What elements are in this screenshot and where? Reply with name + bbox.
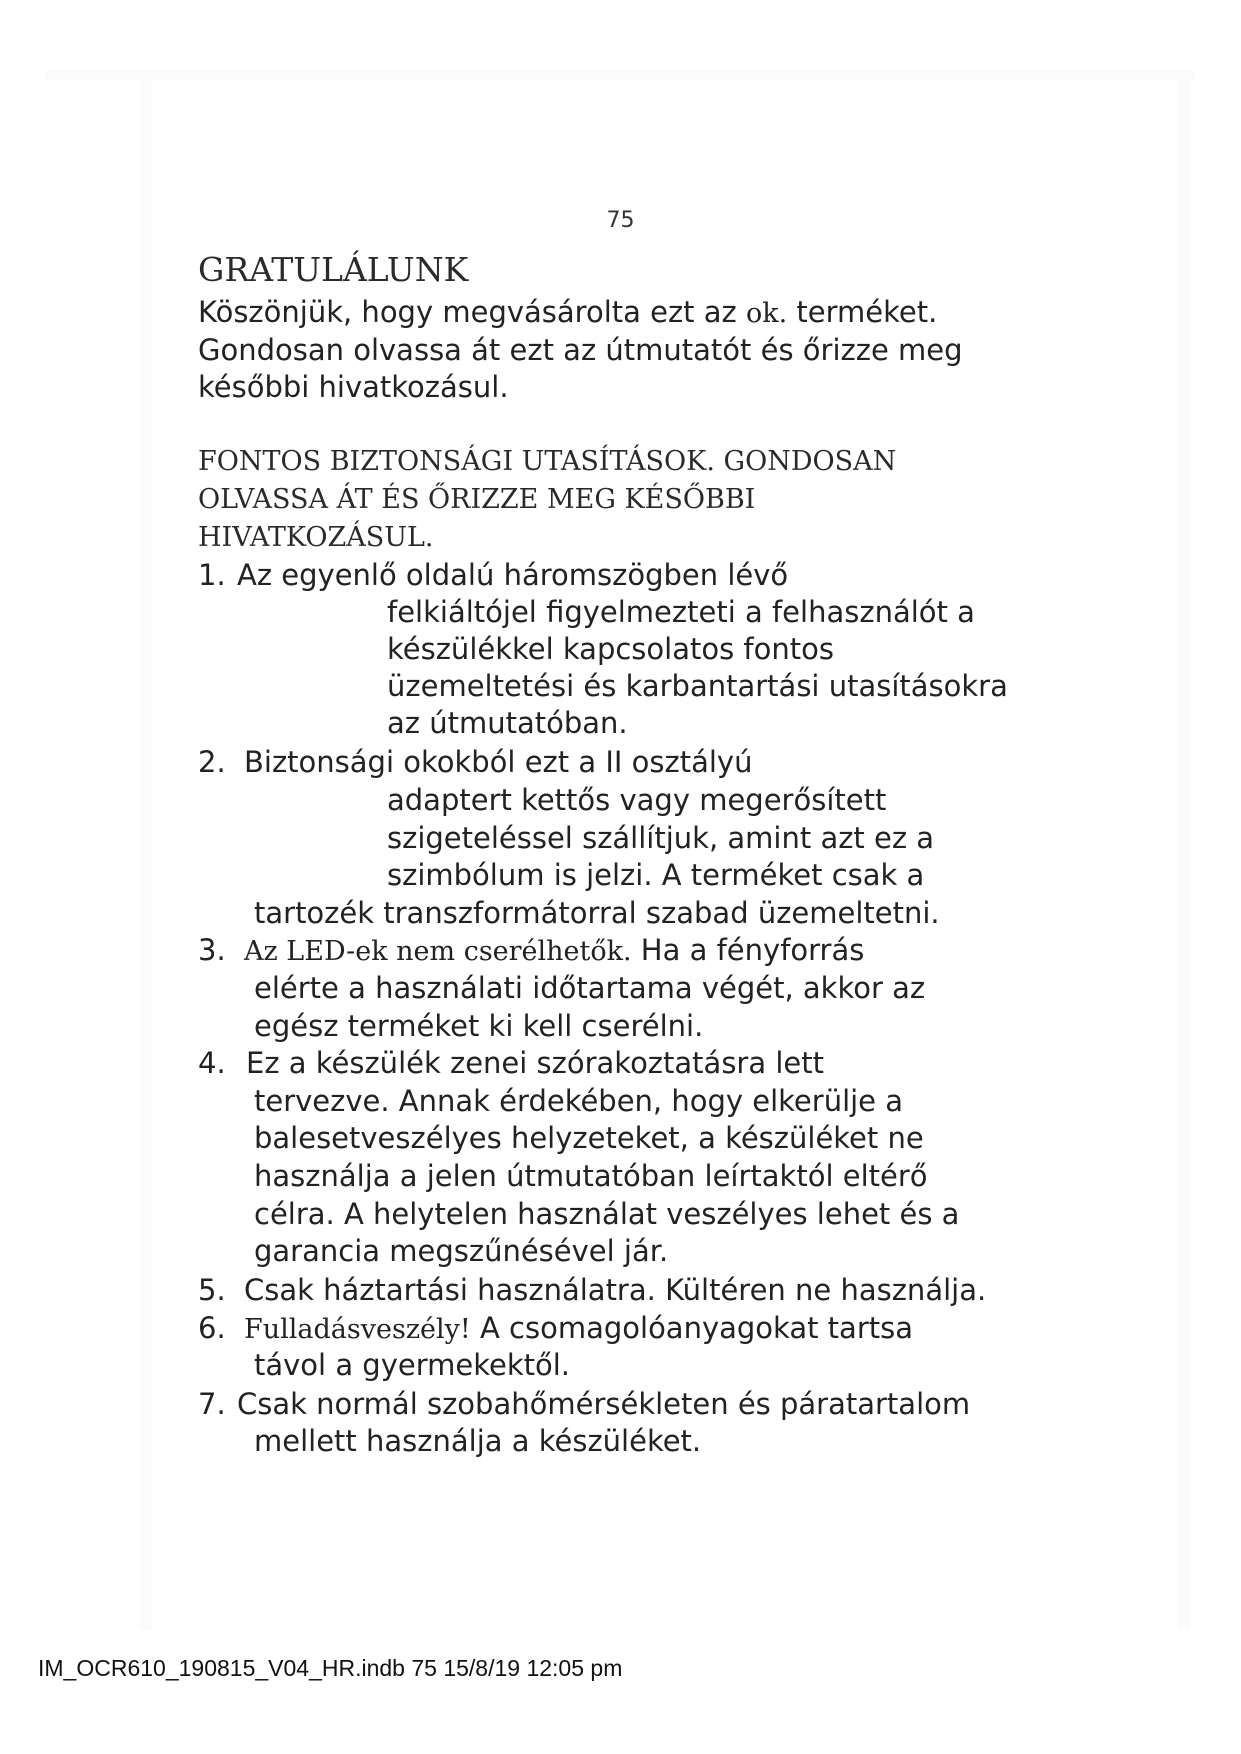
intro-line: későbbi hivatkozásul. <box>198 370 509 404</box>
list-item-text: tartozék transzformátorral szabad üzemeltetni. <box>254 896 940 930</box>
list-item-text: Csak normál szobahőmérsékleten és páratartalom <box>237 1387 971 1421</box>
list-item-text: Biztonsági okokból ezt a II osztályú <box>244 745 753 779</box>
list-item-text: célra. A helytelen használat veszélyes lehet és a <box>254 1197 960 1231</box>
list-item-text: mellett használja a készüléket. <box>254 1424 702 1458</box>
scan-shade-left <box>140 70 152 1630</box>
list-item-text: távol a gyermekektől. <box>254 1348 571 1382</box>
scan-shade-right <box>1178 70 1190 1630</box>
list-item-number: 1. <box>198 558 226 592</box>
brand-name: ok. <box>745 298 788 329</box>
intro-line: Gondosan olvassa át ezt az útmutatót és őrizze meg <box>198 333 963 367</box>
safety-heading <box>198 443 896 557</box>
list-item-text: Az egyenlő oldalú háromszögben lévő <box>237 558 789 592</box>
list-item-text: elérte a használati időtartama végét, akkor az <box>254 971 926 1005</box>
print-slug-footer: IM_OCR610_190815_V04_HR.indb 75 15/8/19 12:05 pm <box>38 1655 623 1681</box>
list-item-text: Ez a készülék zenei szórakoztatásra lett <box>246 1046 824 1080</box>
list-item-number: 5. <box>198 1273 226 1307</box>
list-item-text: Az LED-ek nem cserélhetők. Ha a fényforrás <box>244 933 865 967</box>
list-item-text: Fulladásveszély! A csomagolóanyagokat tartsa <box>244 1311 914 1345</box>
safety-heading-line: FONTOS BIZTONSÁGI UTASÍTÁSOK. GONDOSAN <box>198 446 897 477</box>
list-item-text: szigeteléssel szállítjuk, amint azt ez a <box>387 821 935 855</box>
intro-paragraph <box>198 294 963 406</box>
list-item-text: készülékkel kapcsolatos fontos <box>387 632 834 666</box>
list-item-number: 2. <box>198 745 226 779</box>
list-item-text: szimbólum is jelzi. A terméket csak a <box>387 858 925 892</box>
list-item-text: az útmutatóban. <box>387 706 628 740</box>
list-item-text: üzemeltetési és karbantartási utasításokra <box>387 669 1008 703</box>
list-item-number: 7. <box>198 1387 226 1421</box>
list-item-number: 6. <box>198 1311 226 1345</box>
list-item-text: Csak háztartási használatra. Kültéren ne használja. <box>244 1273 987 1307</box>
safety-heading-line: HIVATKOZÁSUL. <box>198 522 434 553</box>
list-item-text: egész terméket ki kell cserélni. <box>254 1009 704 1043</box>
page-title: GRATULÁLUNK <box>198 250 469 289</box>
scan-shade-top <box>45 70 1195 80</box>
safety-heading-line: OLVASSA ÁT ÉS ŐRIZZE MEG KÉSŐBBI <box>198 484 756 515</box>
list-item-text: tervezve. Annak érdekében, hogy elkerülje a <box>254 1084 904 1118</box>
list-item-text: használja a jelen útmutatóban leírtaktól eltérő <box>254 1159 928 1193</box>
page-number: 75 <box>606 208 635 233</box>
list-item-text: felkiáltójel figyelmezteti a felhasználót a <box>387 595 975 629</box>
list-item-number: 3. <box>198 933 226 967</box>
list-item-text: garancia megszűnésével jár. <box>254 1234 669 1268</box>
intro-line: Köszönjük, hogy megvásárolta ezt az ok. terméket. <box>198 295 938 329</box>
list-item-text: adaptert kettős vagy megerősített <box>387 783 887 817</box>
list-item-number: 4. <box>198 1046 226 1080</box>
list-item-text: balesetveszélyes helyzeteket, a készüléket ne <box>254 1121 924 1155</box>
